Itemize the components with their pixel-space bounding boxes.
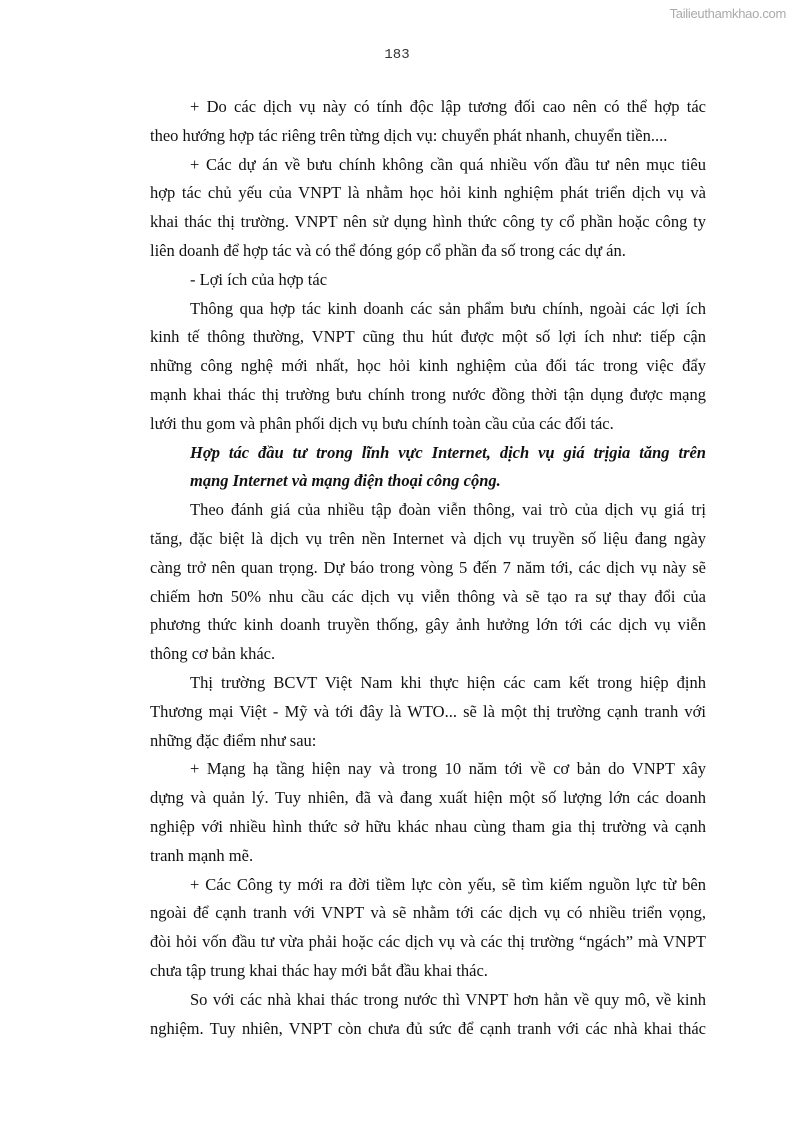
text-line: theo hướng hợp tác riêng trên từng dịch vụ: chuyển phát nhanh, chuyển tiền.... (150, 125, 668, 145)
text-line: hợp tác chủ yếu của VNPT là nhằm học hỏi kinh nghiệm phát triển dịch vụ và (150, 183, 706, 203)
text-line: kinh tế thông thường, VNPT cũng thu hút được một số lợi ích như: tiếp cận (150, 327, 706, 347)
text-line: + Do các dịch vụ này có tính độc lập tương đối cao nên có thể hợp tác (190, 97, 706, 116)
text-line: những đặc điểm như sau: (150, 730, 317, 750)
paragraph (150, 669, 706, 755)
text-line: - Lợi ích của hợp tác (190, 269, 328, 289)
text-line: Hợp tác đầu tư trong lĩnh vực Internet, dịch vụ giá trịgia tăng trên (190, 442, 706, 462)
text-line: + Các dự án về bưu chính không cần quá nhiều vốn đầu tư nên mục tiêu (190, 154, 706, 174)
text-line: Thương mại Việt - Mỹ và tới đây là WTO... sẽ là một thị trường cạnh tranh với (150, 701, 706, 721)
text-line: khai thác thị trường. VNPT nên sử dụng hình thức công ty cổ phần hoặc công ty (150, 212, 706, 232)
paragraph (150, 266, 706, 295)
text-line: lưới thu gom và phân phối dịch vụ bưu chính toàn cầu của các đối tác. (150, 413, 614, 433)
text-line: đòi hỏi vốn đầu tư vừa phải hoặc các dịch vụ và các thị trường “ngách” mà VNPT (150, 932, 706, 952)
paragraph (150, 496, 706, 669)
text-line: Thông qua hợp tác kinh doanh các sản phẩm bưu chính, ngoài các lợi ích (190, 298, 706, 318)
text-line: Thị trường BCVT Việt Nam khi thực hiện các cam kết trong hiệp định (190, 672, 706, 692)
section-heading (150, 439, 706, 497)
text-line: tăng, đặc biệt là dịch vụ trên nền Internet và dịch vụ truyền số liệu đang ngày (150, 528, 706, 548)
text-line: dựng và quản lý. Tuy nhiên, đã và đang xuất hiện một số lượng lớn các doanh (150, 788, 706, 808)
paragraph (150, 755, 706, 870)
text-line: mạnh khai thác thị trường bưu chính trong nước đồng thời tận dụng được mạng (150, 384, 706, 404)
text-line: càng trở nên quan trọng. Dự báo trong vòng 5 đến 7 năm tới, các dịch vụ này sẽ (150, 557, 706, 577)
text-line: phương thức kinh doanh truyền thống, gây ảnh hưởng lớn tới các dịch vụ viễn (150, 615, 706, 635)
paragraph (150, 295, 706, 439)
text-line: nghiệm. Tuy nhiên, VNPT còn chưa đủ sức để cạnh tranh với các nhà khai thác (150, 1018, 706, 1038)
text-line: Theo đánh giá của nhiều tập đoàn viễn thông, vai trò của dịch vụ giá trị (190, 500, 706, 520)
text-line: thông cơ bản khác. (150, 644, 276, 664)
text-line: mạng Internet và mạng điện thoại công cộng. (190, 471, 501, 491)
document-body (150, 93, 706, 1043)
text-line: chiếm hơn 50% nhu cầu các dịch vụ viễn thông và sẽ tạo ra sự thay đổi của (150, 586, 706, 606)
paragraph (150, 871, 706, 986)
text-line: liên doanh để hợp tác và có thể đóng góp cổ phần đa số trong các dự án. (150, 240, 626, 260)
text-line: nghiệp với nhiều hình thức sở hữu khác nhau cùng tham gia thị trường và cạnh (150, 816, 706, 836)
text-line: ngoài để cạnh tranh với VNPT và sẽ nhằm tới các dịch vụ có nhiều triển vọng, (150, 903, 706, 923)
text-line: + Mạng hạ tầng hiện nay và trong 10 năm tới về cơ bản do VNPT xây (190, 759, 706, 779)
paragraph (150, 986, 706, 1044)
text-line: So với các nhà khai thác trong nước thì VNPT hơn hẳn về quy mô, về kinh (190, 989, 706, 1009)
paragraph (150, 151, 706, 266)
text-line: tranh mạnh mẽ. (150, 845, 254, 865)
page-number: 183 (384, 47, 410, 63)
watermark: Tailieuthamkhao.com (669, 6, 786, 21)
text-line: những công nghệ mới nhất, học hỏi kinh nghiệm của đối tác trong việc đẩy (150, 356, 706, 376)
text-line: chưa tập trung khai thác hay mới bắt đầu khai thác. (150, 960, 488, 980)
text-line: + Các Công ty mới ra đời tiềm lực còn yếu, sẽ tìm kiếm nguồn lực từ bên (190, 874, 706, 894)
paragraph (150, 93, 706, 151)
